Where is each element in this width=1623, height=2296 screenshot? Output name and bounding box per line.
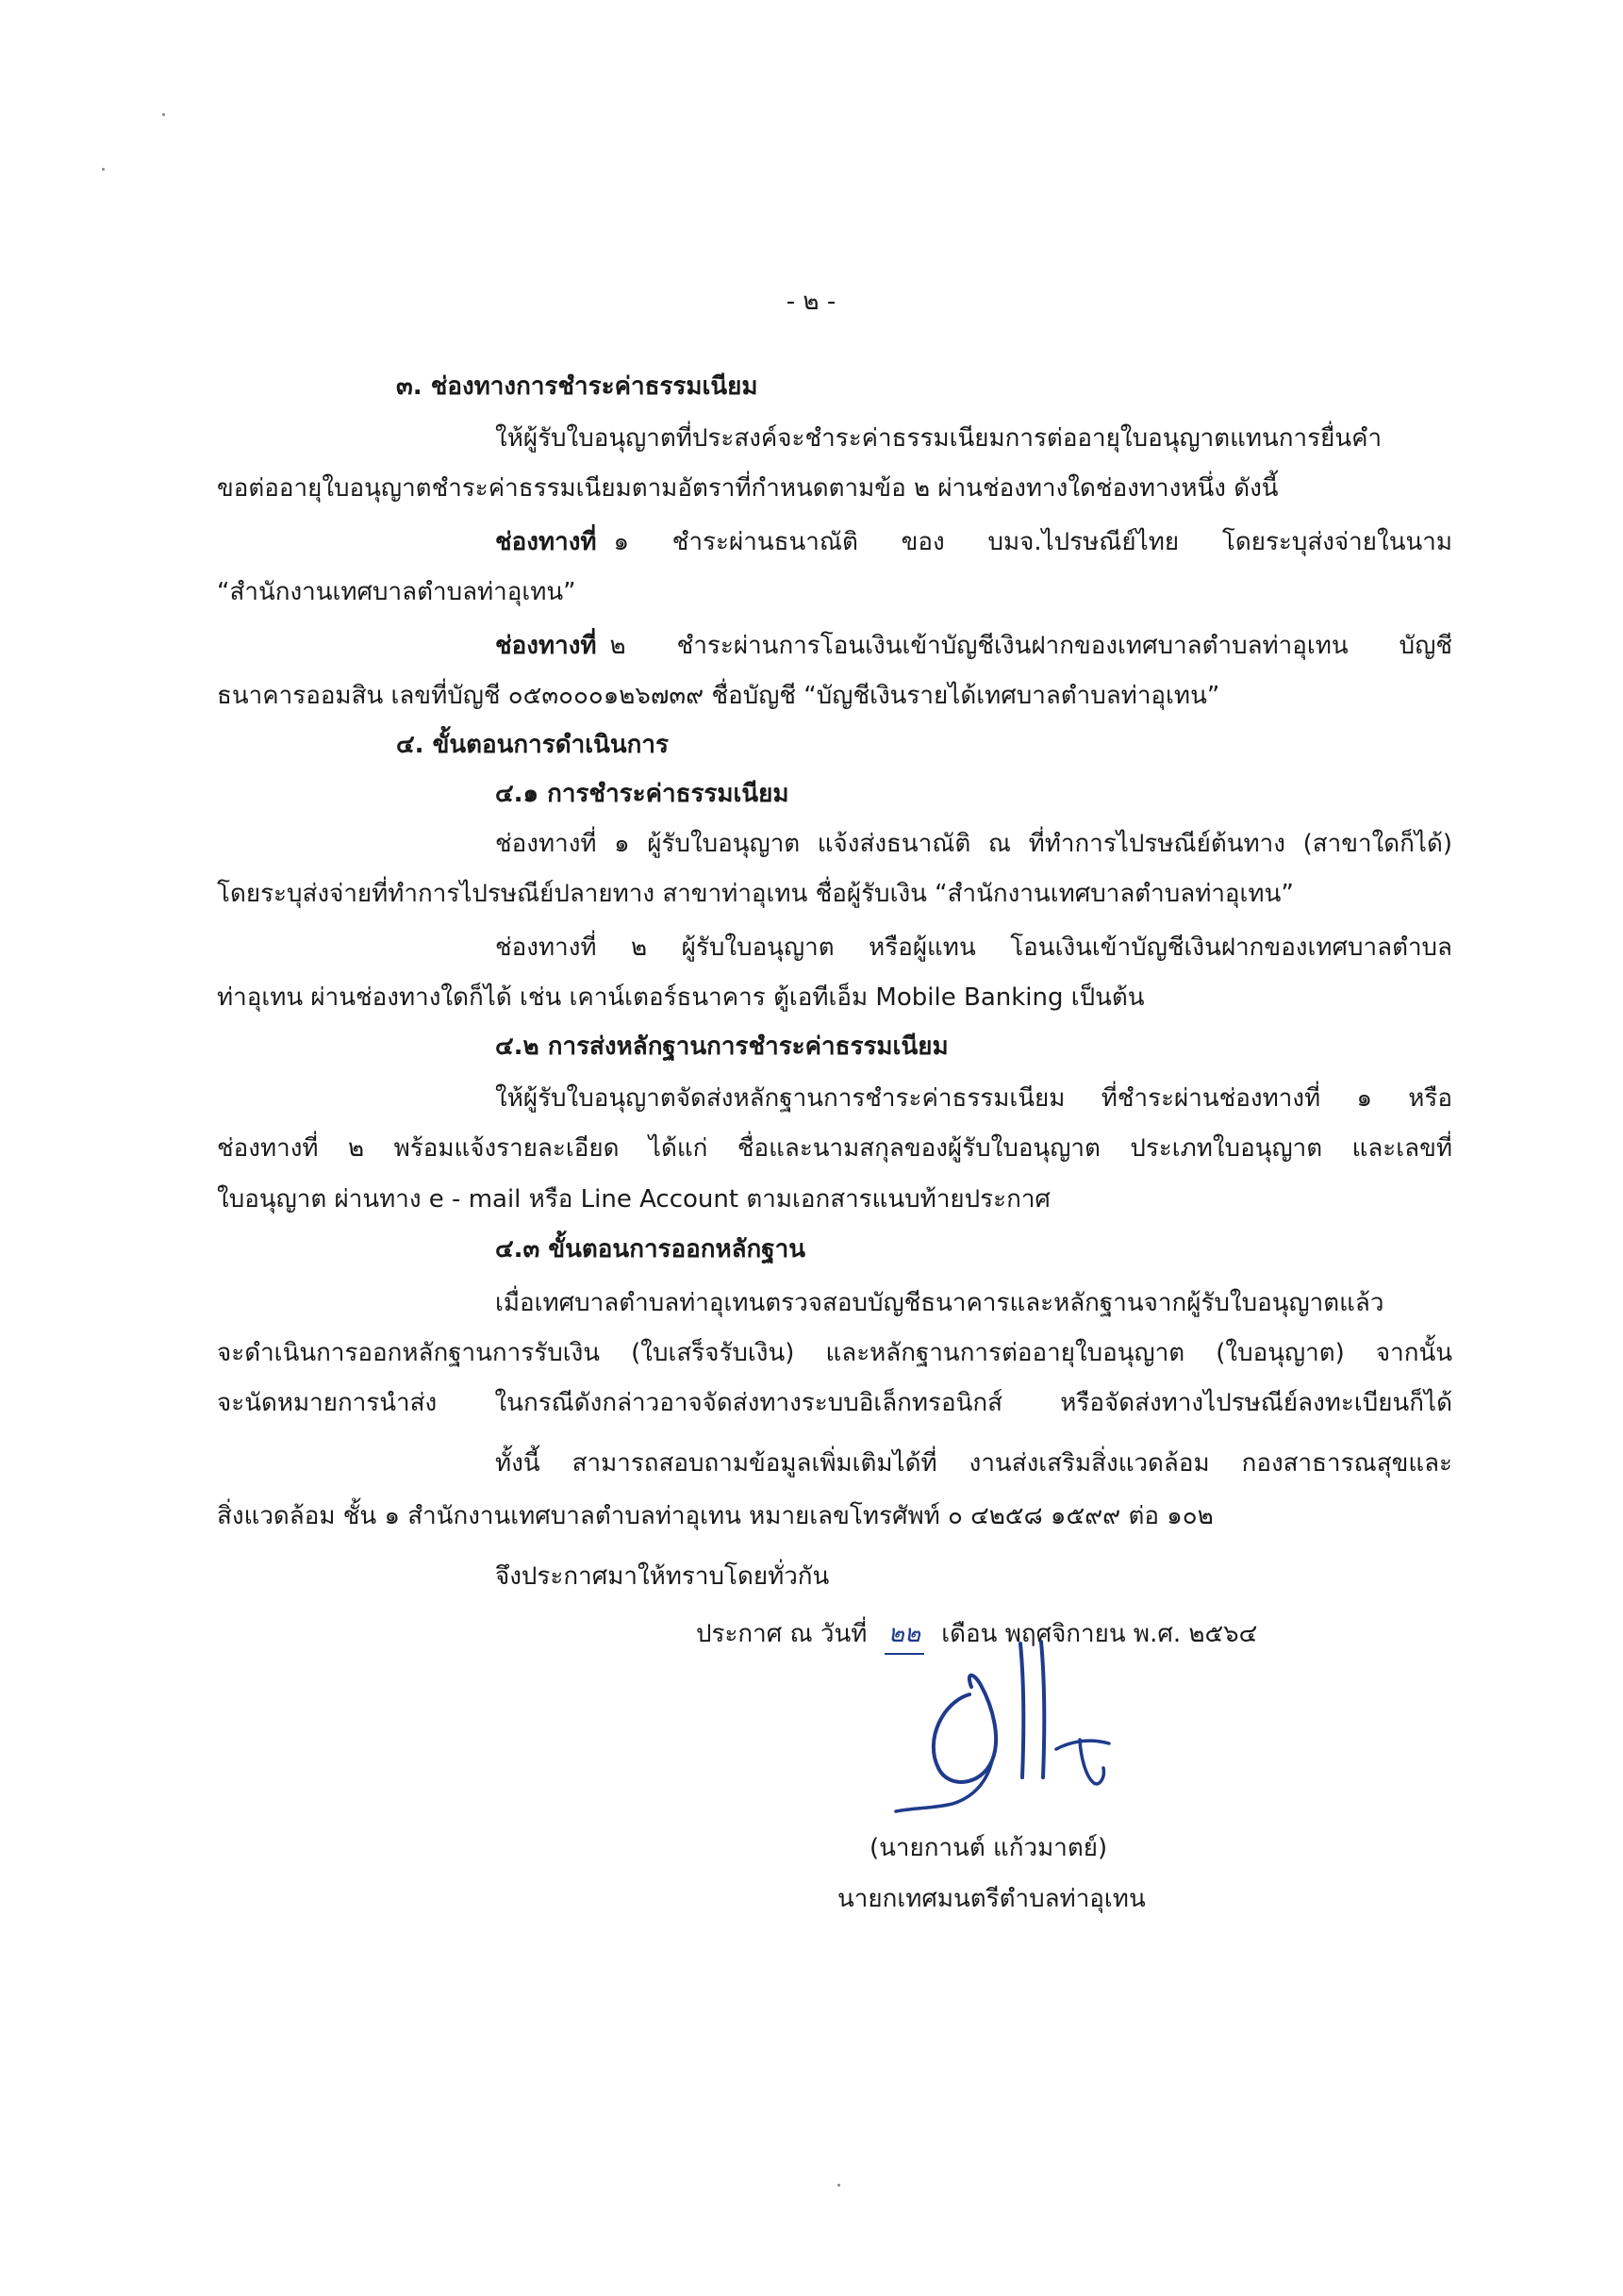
section-3-heading: ๓. ช่องทางการชำระค่าธรรมเนียม	[396, 372, 758, 401]
contact-line-2: สิ่งแวดล้อม ชั้น ๑ สำนักงานเทศบาลตำบลท่าอุเทน หมายเลขโทรศัพท์ ๐ ๔๒๕๘ ๑๕๙๙ ต่อ ๑๐๒	[217, 1502, 1214, 1530]
signature	[886, 1636, 1132, 1815]
scan-speck	[162, 113, 165, 116]
section-4-2-line-2: ช่องทางที่ ๒ พร้อมแจ้งรายละเอียด ได้แก่ ชื่อและนามสกุลของผู้รับใบอนุญาต ประเภทใบอนุญาต และเลขที่	[217, 1134, 1452, 1163]
channel-1-label: ช่องทางที่	[495, 528, 597, 556]
section-3-para-line-2: ขอต่ออายุใบอนุญาตชำระค่าธรรมเนียมตามอัตราที่กำหนดตามข้อ ๒ ผ่านช่องทางใดช่องทางหนึ่ง ดังนี้	[217, 474, 1279, 503]
section-4-1-line-4: ท่าอุเทน ผ่านช่องทางใดก็ได้ เช่น เคาน์เตอร์ธนาคาร ตู้เอทีเอ็ม Mobile Banking เป็นต้น	[217, 983, 1145, 1012]
section-3-para-line-1: ให้ผู้รับใบอนุญาตที่ประสงค์จะชำระค่าธรรมเนียมการต่ออายุใบอนุญาตแทนการยื่นคำ	[495, 424, 1383, 453]
section-4-1-heading: ๔.๑ การชำระค่าธรรมเนียม	[495, 780, 789, 808]
section-4-1-line-1: ช่องทางที่ ๑ ผู้รับใบอนุญาต แจ้งส่งธนาณัติ ณ ที่ทำการไปรษณีย์ต้นทาง (สาขาใดก็ได้)	[495, 830, 1452, 858]
scan-speck	[102, 168, 105, 171]
channel-2-line	[495, 627, 1452, 665]
scan-speck	[837, 2184, 840, 2187]
section-4-3-line-3: จะนัดหมายการนำส่ง ในกรณีดังกล่าวอาจจัดส่งทางระบบอิเล็กทรอนิกส์ หรือจัดส่งทางไปรษณีย์ลงทะเบียนก็ได้	[217, 1389, 1452, 1417]
announce-day-handwritten: ๒๒	[885, 1615, 924, 1655]
section-4-heading: ๔. ขั้นตอนการดำเนินการ	[396, 731, 669, 759]
announce-suffix: เดือน พฤศจิกายน พ.ศ. ๒๕๖๔	[941, 1620, 1258, 1648]
section-4-3-heading: ๔.๓ ขั้นตอนการออกหลักฐาน	[495, 1235, 806, 1264]
channel-1-cont: “สำนักงานเทศบาลตำบลท่าอุเทน”	[217, 578, 576, 606]
section-4-3-line-1: เมื่อเทศบาลตำบลท่าอุเทนตรวจสอบบัญชีธนาคารและหลักฐานจากผู้รับใบอนุญาตแล้ว	[495, 1289, 1384, 1317]
section-4-3-line-2: จะดำเนินการออกหลักฐานการรับเงิน (ใบเสร็จรับเงิน) และหลักฐานการต่ออายุใบอนุญาต (ใบอนุญาต) จากนั้น	[217, 1339, 1452, 1367]
contact-line-1: ทั้งนี้ สามารถสอบถามข้อมูลเพิ่มเติมได้ที่ งานส่งเสริมสิ่งแวดล้อม กองสาธารณสุขและ	[495, 1449, 1452, 1478]
section-4-1-line-3: ช่องทางที่ ๒ ผู้รับใบอนุญาต หรือผู้แทน โอนเงินเข้าบัญชีเงินฝากของเทศบาลตำบล	[495, 933, 1452, 962]
signer-name: (นายกานต์ แก้วมาตย์)	[869, 1834, 1108, 1862]
channel-1-line	[495, 523, 1452, 561]
section-4-2-line-3: ใบอนุญาต ผ่านทาง e - mail หรือ Line Account ตามเอกสารแนบท้ายประกาศ	[217, 1185, 1051, 1214]
channel-1-text: ๑ ชำระผ่านธนาณัติ ของ บมจ.ไปรษณีย์ไทย โดยระบุส่งจ่ายในนาม	[613, 528, 1452, 556]
section-4-2-heading: ๔.๒ การส่งหลักฐานการชำระค่าธรรมเนียม	[495, 1032, 949, 1061]
closing-text: จึงประกาศมาให้ทราบโดยทั่วกัน	[495, 1562, 830, 1591]
page-number: - ๒ -	[786, 288, 836, 316]
channel-2-text: ๒ ชำระผ่านการโอนเงินเข้าบัญชีเงินฝากของเทศบาลตำบลท่าอุเทน บัญชี	[609, 632, 1452, 660]
channel-2-label: ช่องทางที่	[495, 632, 597, 660]
announce-prefix: ประกาศ ณ วันที่	[696, 1620, 868, 1648]
channel-2-cont: ธนาคารออมสิน เลขที่บัญชี ๐๕๓๐๐๐๑๒๖๗๓๙ ชื่อบัญชี “บัญชีเงินรายได้เทศบาลตำบลท่าอุเทน”	[217, 682, 1220, 710]
section-4-1-line-2: โดยระบุส่งจ่ายที่ทำการไปรษณีย์ปลายทาง สาขาท่าอุเทน ชื่อผู้รับเงิน “สำนักงานเทศบาลตำบลท่าอุเทน”	[217, 880, 1294, 908]
section-4-2-line-1: ให้ผู้รับใบอนุญาตจัดส่งหลักฐานการชำระค่าธรรมเนียม ที่ชำระผ่านช่องทางที่ ๑ หรือ	[495, 1084, 1452, 1113]
signer-title: นายกเทศมนตรีตำบลท่าอุเทน	[837, 1885, 1146, 1913]
